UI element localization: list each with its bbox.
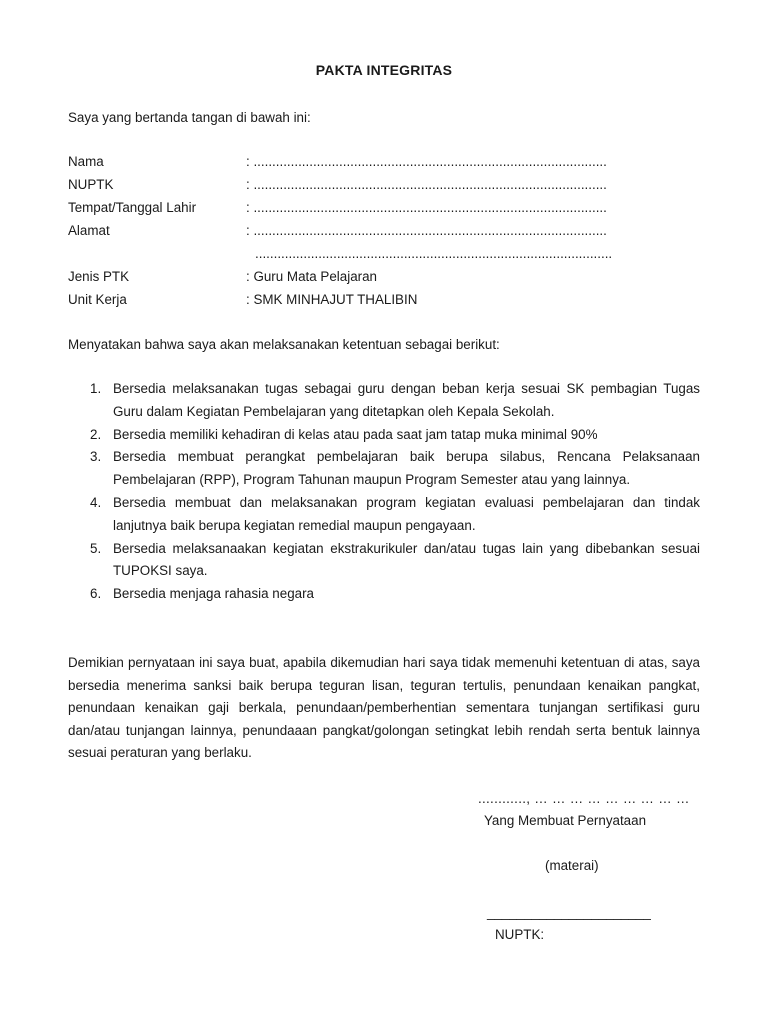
document-title: PAKTA INTEGRITAS [315,62,453,78]
commitment-list [68,378,700,606]
field-value-alamat: : ............................................................................................... [246,223,607,238]
signature-line: ______________________ [487,905,651,920]
list-item [68,446,700,492]
list-item [68,583,700,606]
list-text: Bersedia membuat perangkat pembelajaran baik berupa silabus, Rencana Pelaksanaan Pembelajaran (RPP), Program Tahunan maupun Program Semester atau yang lainnya. [113,449,700,488]
field-label-alamat: Alamat [68,223,110,238]
field-value-jenis-ptk: : Guru Mata Pelajaran [246,269,377,284]
field-value-unit-kerja: : SMK MINHAJUT THALIBIN [246,292,418,307]
list-number: 6. [90,586,102,602]
field-label-ttl: Tempat/Tanggal Lahir [68,200,197,215]
field-value-nama: : ............................................................................................... [246,154,607,169]
list-number: 1. [90,381,102,396]
list-number: 2. [90,426,102,442]
list-text: Bersedia menjaga rahasia negara [113,586,314,602]
list-text: Bersedia melaksanaakan kegiatan ekstrakurikuler dan/atau tugas lain yang dibebankan sesuai TUPOKSI saya. [113,540,700,579]
field-label-nama: Nama [68,154,104,169]
statement-text: Menyatakan bahwa saya akan melaksanakan ketentuan sebagai berikut: [68,337,500,352]
place-date-line: ............, … … … … … … … … … [478,791,690,806]
list-item [68,424,700,447]
closing-paragraph: Demikian pernyataan ini saya buat, apabila dikemudian hari saya tidak memenuhi ketentuan di atas, saya bersedia menerima sanksi baik berupa teguran lisan, teguran tertulis, penundaan kenaikan pangkat, penundaan kenaikan gaji berkala, penundaan/pemberhentian sementara tunjangan sertifikasi guru dan/atau tunjangan lainnya, penundaaan pangkat/golongan setingkat lebih rendah serta bentuk lainnya sesuai peraturan yang berlaku. [68,655,700,761]
list-item [68,492,700,538]
field-value-nuptk: : ............................................................................................... [246,177,607,192]
field-label-jenis-ptk: Jenis PTK [68,269,130,284]
list-text: Bersedia memiliki kehadiran di kelas atau pada saat jam tatap muka minimal 90% [113,426,598,442]
field-value-alamat-cont: ................................................................................................ [255,246,613,261]
list-number: 3. [90,449,102,465]
list-text: Bersedia melaksanakan tugas sebagai guru dengan beban kerja sesuai SK pembagian Tugas Guru dalam Kegiatan Pembelajaran yang ditetapkan oleh Kepala Sekolah. [113,381,700,419]
materai-placeholder: (materai) [545,858,599,873]
list-item [68,378,700,424]
intro-text: Saya yang bertanda tangan di bawah ini: [68,110,311,125]
list-number: 5. [90,540,102,556]
field-label-nuptk: NUPTK [68,177,114,192]
list-number: 4. [90,494,102,510]
field-value-ttl: : ............................................................................................... [246,200,607,215]
field-label-unit-kerja: Unit Kerja [68,292,127,307]
list-item [68,538,700,584]
list-text: Bersedia membuat dan melaksanakan program kegiatan evaluasi pembelajaran dan tindak lanjutnya baik berupa kegiatan remedial maupun pengayaan. [113,494,700,533]
signer-role: Yang Membuat Pernyataan [484,813,647,828]
signer-nuptk: NUPTK: [495,927,545,942]
